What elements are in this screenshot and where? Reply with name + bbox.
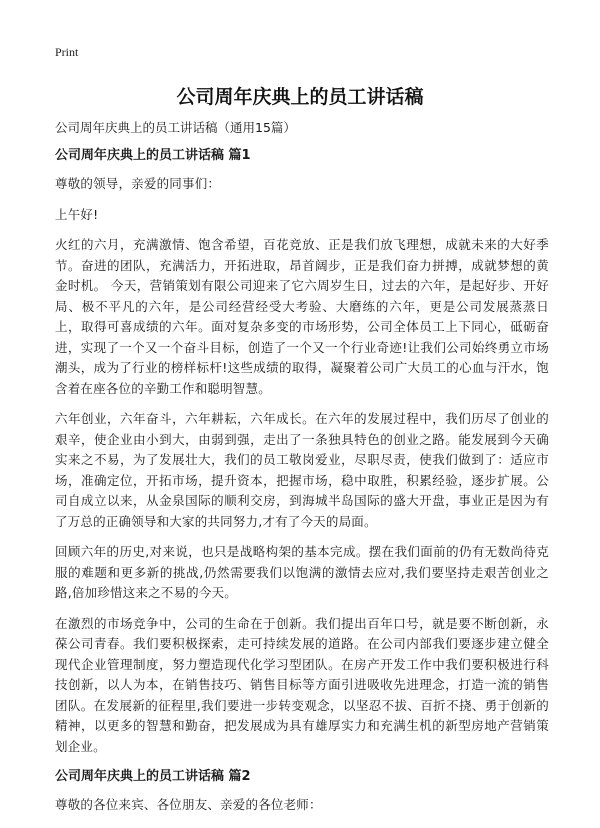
greeting-paragraph: 尊敬的领导，亲爱的同事们：: [55, 176, 221, 191]
greeting-paragraph: 上午好!: [55, 206, 99, 222]
section-1: [55, 148, 549, 757]
document-body: [55, 120, 549, 826]
body-paragraph: 在激烈的市场竞争中，公司的生命在于创新。我们提出百年口号，就是要不断创新，永葆公司青春。我们要积极探索，走可持续发展的道路。在公司内部我们要逐步建立健全现代企业管理制度，努力塑造现代化学习型团队。在房产开发工作中我们要积极进行科技创新，以人为本，在销售技巧、销售目标等方面引进吸收先进理念，打造一流的销售团队。在发展新的征程里,我们要进一步转变观念，以坚忍不拔、百折不挠、勇于创新的精神，以更多的智慧和勤奋，把发展成为具有雄厚实力和充满生机的新型房地产营销策划企业。: [55, 615, 549, 754]
section-2: [55, 769, 549, 816]
greeting-paragraph: 尊敬的各位来宾、各位朋友、亲爱的各位老师：: [55, 797, 322, 812]
print-link[interactable]: Print: [55, 45, 79, 59]
document-subtitle: 公司周年庆典上的员工讲话稿（通用15篇）: [55, 120, 296, 135]
body-paragraph: 火红的六月，充满激情、饱含希望，百花竞放、正是我们放飞理想，成就未来的大好季节。奋进的团队，充满活力，开拓进取，昂首阔步，正是我们奋力拼搏，成就梦想的黄金时机。 今天，营销策划有限公司迎来了它六周岁生日，过去的六年，是起好步、开好局、极不平凡的六年，是公司经营经受大考验、大磨练的六年，更是公司发展蒸蒸日上，取得可喜成绩的六年。面对复杂多变的市场形势，公司全体员工上下同心，砥砺奋进，实现了一个又一个奋斗目标，创造了一个又一个行业奇迹!让我们公司始终勇立市场潮头，成为了行业的榜样标杆!这些成绩的取得，凝聚着公司广大员工的心血与汗水，饱含着在座各位的辛勤工作和聪明智慧。: [55, 237, 549, 396]
body-paragraph: 回顾六年的历史,对来说，也只是战略构架的基本完成。摆在我们面前的仍有无数尚待克服的难题和更多新的挑战,仍然需要我们以饱满的激情去应对,我们要坚持走艰苦创业之路,倍加珍惜这来之不易的今天。: [55, 544, 549, 600]
section-heading: 公司周年庆典上的员工讲话稿 篇1: [55, 148, 251, 163]
section-heading: 公司周年庆典上的员工讲话稿 篇2: [55, 769, 251, 784]
page-title: 公司周年庆典上的员工讲话稿: [176, 86, 424, 108]
body-paragraph: 六年创业，六年奋斗，六年耕耘，六年成长。在六年的发展过程中，我们历尽了创业的艰辛，使企业由小到大，由弱到强，走出了一条独具特色的创业之路。能发展到今天确实来之不易，为了发展壮大，我们的员工敬岗爱业，尽职尽责，使我们做到了：适应市场，准确定位，开拓市场，提升资本，把握市场，稳中取胜，积累经验，逐步扩展。公司自成立以来，从金泉国际的顺利交房，到海城半岛国际的盛大开盘，事业正是因为有了万总的正确领导和大家的共同努力,才有了今天的局面。: [55, 411, 549, 529]
